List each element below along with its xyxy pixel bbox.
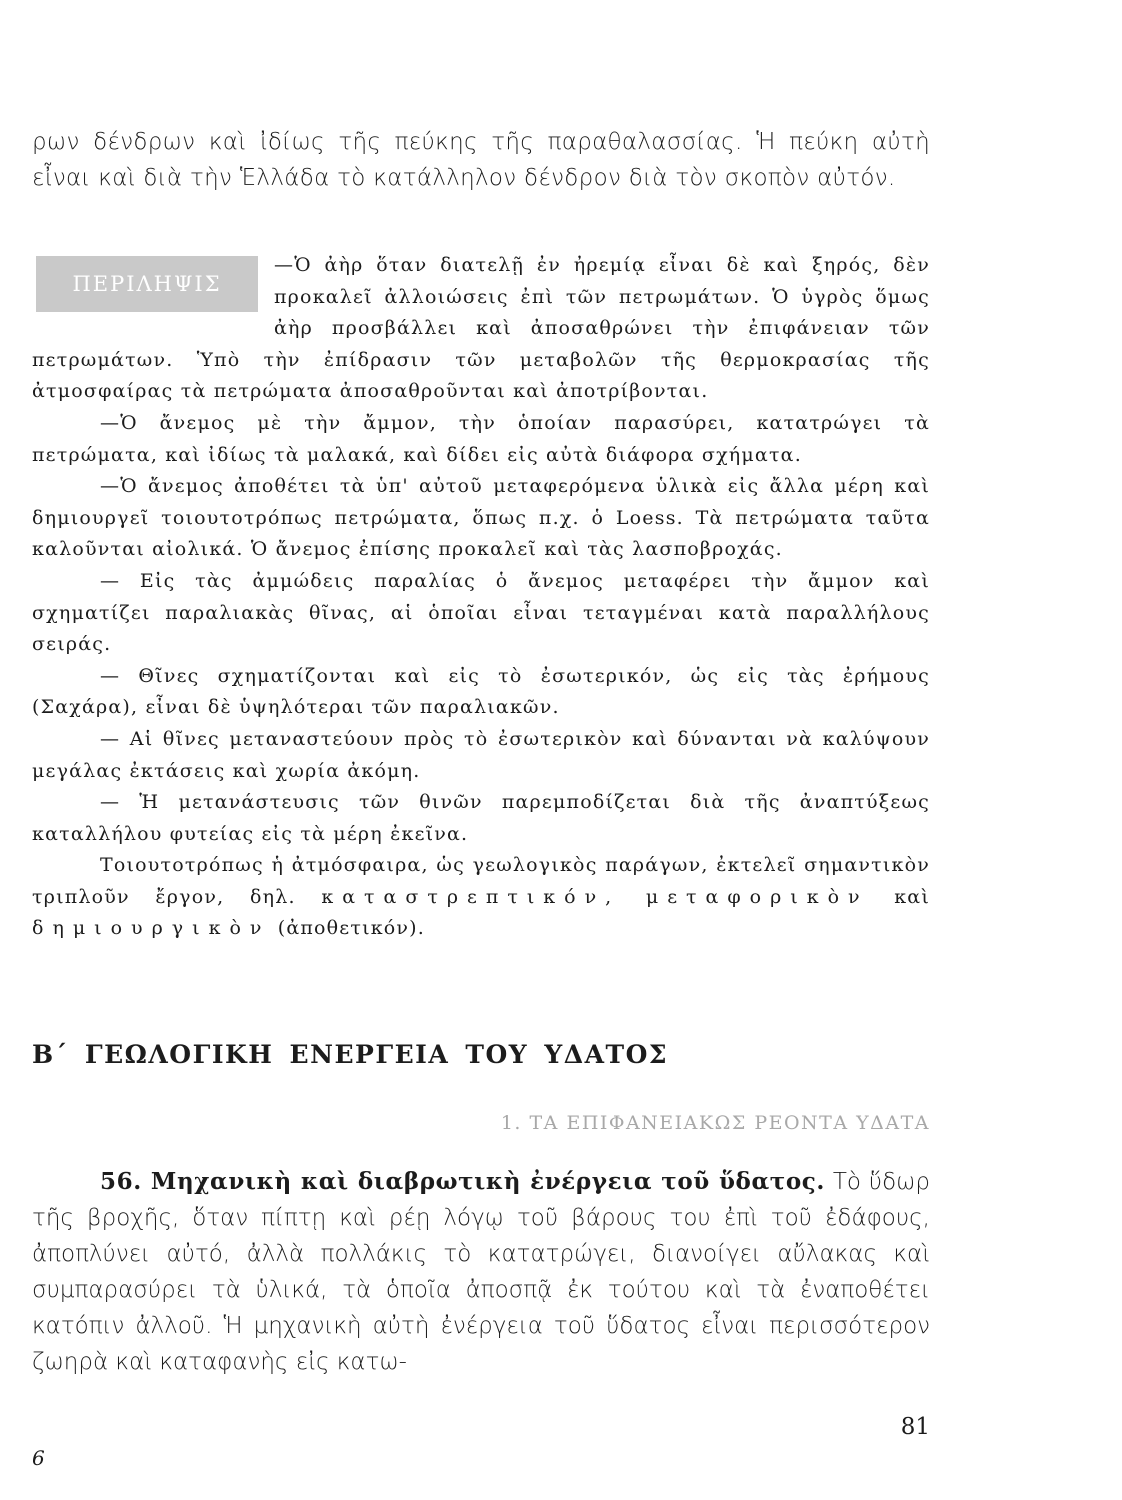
emphasis-transport: μεταφορικὸν bbox=[645, 885, 869, 908]
section-body: Τὸ ὕδωρ τῆς βροχῆς, ὅταν πίπτῃ καὶ ρέῃ λόγῳ τοῦ βάρους του ἐπὶ τοῦ ἐδάφους, ἀποπλύνει αὐτό, ἀλλὰ πολλάκις τὸ κατατρώγει, διανοίγει αὔλακας καὶ συμπαρασύρει τὰ ὑλικά, τὰ ὁποῖα ἀποσπᾷ ἐκ τούτου καὶ τὰ ἐναποθέτει κατόπιν ἀλλοῦ. Ἡ μηχανικὴ αὐτὴ ἐνέργεια τοῦ ὕδατος εἶναι περισσότερον ζωηρὰ καὶ καταφανὴς εἰς κατω- bbox=[32, 1169, 930, 1375]
summary-paragraph: — Ἡ μετανάστευσις τῶν θινῶν παρεμποδίζεται διὰ τῆς ἀναπτύξεως καταλλήλου φυτείας εἰς τὰ μέρη ἐκεῖνα. bbox=[32, 791, 930, 845]
intro-paragraph: ρων δένδρων καὶ ἰδίως τῆς πεύκης τῆς παραθαλασσίας. Ἡ πεύκη αὐτὴ εἶναι καὶ διὰ τὴν Ἑλλάδα τὸ κατάλληλον δένδρον διὰ τὸν σκοπὸν αὐτόν. bbox=[32, 129, 930, 191]
emphasis-creative: δημιουργικὸν bbox=[32, 917, 271, 940]
emphasis-destructive: καταστρεπτικόν, bbox=[321, 885, 621, 908]
summary-paragraph: — Θῖνες σχηματίζονται καὶ εἰς τὸ ἐσωτερικόν, ὡς εἰς τὰς ἐρήμους (Σαχάρα), εἶναι δὲ ὑψηλότεραι τῶν παραλιακῶν. bbox=[32, 664, 930, 719]
section-heading: 56. Μηχανικὴ καὶ διαβρωτικὴ ἐνέργεια τοῦ ὕδατος. bbox=[100, 1168, 826, 1195]
subsection-title: 1. ΤΑ ΕΠΙΦΑΝΕΙΑΚΩΣ ΡΕΟΝΤΑ ΥΔΑΤΑ bbox=[500, 1112, 930, 1134]
summary-paragraph: — Αἱ θῖνες μεταναστεύουν πρὸς τὸ ἐσωτερικὸν καὶ δύνανται νὰ καλύψουν μεγάλας ἐκτάσεις καὶ χωρία ἀκόμη. bbox=[32, 727, 930, 782]
signature-mark: 6 bbox=[32, 1446, 45, 1470]
summary-conclusion-end: (ἀποθετικόν). bbox=[277, 917, 426, 940]
chapter-title: Β΄ ΓΕΩΛΟΓΙΚΗ ΕΝΕΡΓΕΙΑ ΤΟΥ ΥΔΑΤΟΣ bbox=[32, 1040, 669, 1069]
summary-conclusion bbox=[32, 850, 930, 945]
summary-conclusion-and: καὶ bbox=[894, 885, 930, 908]
page bbox=[32, 0, 930, 1500]
summary-conclusion-lead: Τοιουτοτρόπως ἡ ἀτμόσφαιρα, ὡς γεωλογικὸς παράγων, ἐκτελεῖ σημαντικὸν τριπλοῦν ἔργον, δηλ. bbox=[32, 854, 930, 908]
summary-paragraph: —Ὁ ἄνεμος μὲ τὴν ἄμμον, τὴν ὁποίαν παρασύρει, κατατρώγει τὰ πετρώματα, καὶ ἰδίως τὰ μαλακά, καὶ δίδει εἰς αὐτὰ διάφορα σχήματα. bbox=[32, 411, 930, 466]
summary-label-spacer bbox=[32, 250, 274, 342]
summary-paragraph: — Εἰς τὰς ἀμμώδεις παραλίας ὁ ἄνεμος μεταφέρει τὴν ἄμμον καὶ σχηματίζει παραλιακὰς θῖνας, αἱ ὁποῖαι εἶναι τεταγμέναι κατὰ παραλλήλους σειράς. bbox=[32, 569, 930, 656]
page-number: 81 bbox=[900, 1414, 930, 1440]
summary-label: ΠΕΡΙΛΗΨΙΣ bbox=[36, 256, 258, 312]
summary-paragraph: —Ὁ ἄνεμος ἀποθέτει τὰ ὑπ' αὐτοῦ μεταφερόμενα ὑλικὰ εἰς ἄλλα μέρη καὶ δημιουργεῖ τοιουτοτρόπως πετρώματα, ὅπως π.χ. ὁ Loess. Τὰ πετρώματα ταῦτα καλοῦνται αἰολικά. Ὁ ἄνεμος ἐπίσης προκαλεῖ καὶ τὰς λασποβροχάς. bbox=[32, 475, 930, 561]
section-56 bbox=[32, 1164, 930, 1380]
summary-paragraph: —Ὁ ἀὴρ ὅταν διατελῇ ἐν ἠρεμίᾳ εἶναι δὲ καὶ ξηρός, δὲν προκαλεῖ ἀλλοιώσεις ἐπὶ τῶν πετρωμάτων. Ὁ ὑγρὸς ὅμως ἀὴρ προσβάλλει καὶ ἀποσαθρώνει τὴν ἐπιφάνειαν τῶν πετρωμάτων. Ὑπὸ τὴν ἐπίδρασιν τῶν μεταβολῶν τῆς θερμοκρασίας τῆς ἀτμοσφαίρας τὰ πετρώματα ἀποσαθροῦνται καὶ ἀποτρίβονται. bbox=[32, 254, 930, 403]
summary-block bbox=[32, 250, 930, 945]
